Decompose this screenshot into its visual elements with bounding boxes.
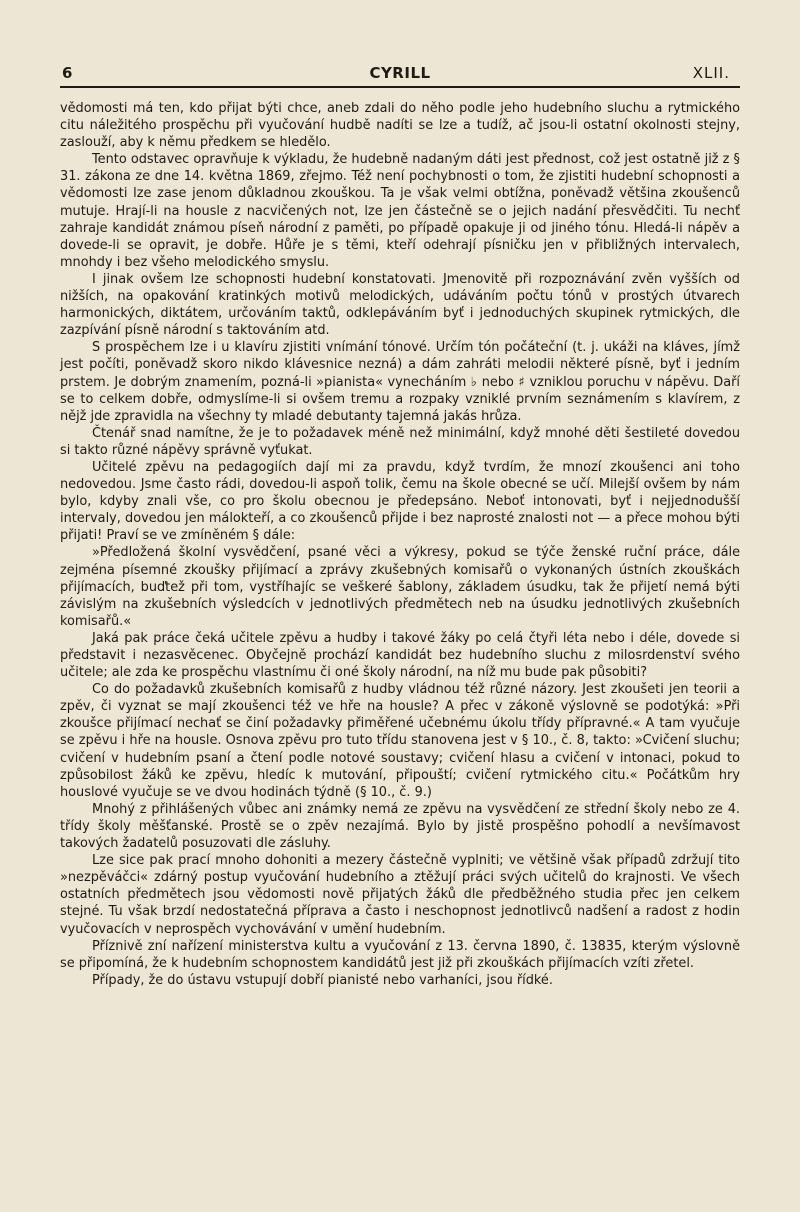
paragraph: »Předložená školní vysvědčení, psané věci a výkresy, pokud se týče ženské ruční práce, dále zejména písemné zkoušky přijímací a zprávy zkušebných komisařů o vykonaných ústních zkouškách přijímacích, buďtež při tom, vystříhajíc se veškeré šablony, základem úsudku, tak že přijetí nemá býti závislým na zkušebních výsledcích v jednotlivých předmětech neb na úsudku jednotlivých zkušebních komisařů.« (60, 545, 740, 629)
paragraph: Čtenář snad namítne, že je to požadavek méně než minimální, když mnohé děti šestileté dovedou si takto různé nápěvy správně vyťukat. (60, 425, 740, 458)
paragraph: Tento odstavec opravňuje k výkladu, že hudebně nadaným dáti jest přednost, což jest ostatně již z § 31. zákona ze dne 14. května 1869, zřejmo. Též není pochybnosti o tom, že zjistiti hudební schopnosti a vědomosti lze zase jenom důkladnou zkouškou. Ta je však velmi obtížna, poněvadž většina zkoušenců mutuje. Hrají-li na housle z nacvičených not, lze jen částečně se o jejich nadání přesvědčiti. Tu nechť zahraje kandidát známou píseň národní z paměti, po případě opakuje ji od jiného tónu. Hledá-li nápěv a dovede-li se opravit, je dobře. Hůře je s těmi, kteří odehrají písničku jen v přibližných intervalech, mnohdy i bez všeho melodického smyslu. (60, 152, 740, 270)
paragraph: Jaká pak práce čeká učitele zpěvu a hudby i takové žáky po celá čtyři léta nebo i déle, dovede si představit i nezasvěcenec. Obyčejně prochází kandidát bez hudebního sluchu z milosrdenství svého učitele; ale zda ke prospěchu vlastnímu či oné školy národní, na níž mu bude pak působiti? (60, 630, 740, 681)
paragraph: vědomosti má ten, kdo přijat býti chce, aneb zdali do něho podle jeho hudebního sluchu a rytmického citu náležitého prospěchu při vyučování hudbě nadíti se lze a tudíž, ač jsou-li ostatní okolnosti stejny, zaslouží, aby k němu předkem se hledělo. (60, 101, 740, 151)
page-header (60, 58, 740, 88)
header-rule (60, 86, 740, 88)
running-title: CYRILL (369, 64, 431, 82)
paragraph: S prospěchem lze i u klavíru zjistiti vnímání tónové. Určím tón počáteční (t. j. ukáži na kláves, jímž jest počíti, poněvadž skoro nikdo klávesnice nezná) a dám zahráti melodii některé písně, byť i jedním prstem. Je dobrým znamením, pozná-li »pianista« vynecháním ♭ nebo ♯ vzniklou poruchu v nápěvu. Daří se to celkem dobře, odmyslíme-li si ovšem tremu a rozpaky vzniklé prvním seznámením s klavírem, z nějž jde zpravidla na všechny ty mladé debutanty tajemná jakás hrůza. (60, 340, 740, 424)
volume-number: XLII. (692, 64, 730, 82)
paragraph: Případy, že do ústavu vstupují dobří pianisté nebo varhaníci, jsou řídké. (92, 972, 553, 988)
paragraph: Učitelé zpěvu na pedagogiích dají mi za pravdu, když tvrdím, že mnozí zkoušenci ani toho nedovedou. Jsme často rádi, dovedou-li aspoň tolik, čemu na škole obecné se učí. Milejší ovšem by nám bylo, kdyby znali vše, co pro školu obecnou je předepsáno. Neboť intonovati, byť i nejjednodušší intervaly, dovedou jen málokteří, a co zkoušenců přijde i bez naprosté znalosti not — a přece mohou býti přijati! Praví se ve zmíněném § dále: (60, 459, 740, 544)
paragraph: I jinak ovšem lze schopnosti hudební konstatovati. Jmenovitě při rozpoznávání zvěn vyšších od nižších, na opakování kratinkých motivů melodických, udáváním počtu tónů v prostých útvarech harmonických, diktátem, určováním taktů, odklepáváním byť i jednoduchých skupinek rytmických, dle zazpívání písně národní s taktováním atd. (60, 271, 740, 339)
paragraph: Lze sice pak prací mnoho dohoniti a mezery částečně vyplniti; ve většině však případů zdržují tito »nezpěváčci« zdárný postup vyučování hudebního a ztěžují práci svých učitelů do krajnosti. Ve všech ostatních předmětech jsou vědomosti nově přijatých žáků dle předběžného studia přec jen celkem stejné. Tu však brzdí nedostatečná příprava a často i neschopnost jednotlivců nadšení a radost z hodin vyučovacích v neprospěch vychovávání v umění hudebním. (60, 853, 740, 937)
paragraph: Co do požadavků zkušebních komisařů z hudby vládnou též různé názory. Jest zkoušeti jen teorii a zpěv, či vyznat se mají zkoušenci též ve hře na housle? A přec v zákoně výslovně se podotýká: »Při zkoušce přijímací nechať se činí požadavky přiměřené učebnému úkolu třídy přípravné.« A tam vyučuje se zpěvu i hře na housle. Osnova zpěvu pro tuto třídu stanovena jest v § 10., č. 8, takto: »Cvičení sluchu; cvičení v hudebním psaní a čtení podle notové soustavy; cvičení hlasu a cvičení v intonaci, pokud to způsobilost žáků ke zpěvu, hledíc k mutování, připouští; cvičení rytmického citu.« Počátkům hry houslové vyučuje se ve dvou hodinách týdně (§ 10., č. 9.) (60, 682, 740, 800)
body-text (60, 100, 740, 989)
paragraph: Příznivě zní nařízení ministerstva kultu a vyučování z 13. června 1890, č. 13835, kterým výslovně se připomíná, že k hudebním schopnostem kandidátů jest již při zkouškách přijímacích vzíti zřetel. (60, 938, 740, 971)
page-number: 6 (62, 64, 73, 82)
paragraph: Mnohý z přihlášených vůbec ani známky nemá ze zpěvu na vysvědčení ze střední školy nebo ze 4. třídy školy měšťanské. Prostě se o zpěv nezajímá. Bylo by jistě prospěšno pohodlí a nevšímavost takových žadatelů posuzovati dle zásluhy. (60, 801, 740, 852)
